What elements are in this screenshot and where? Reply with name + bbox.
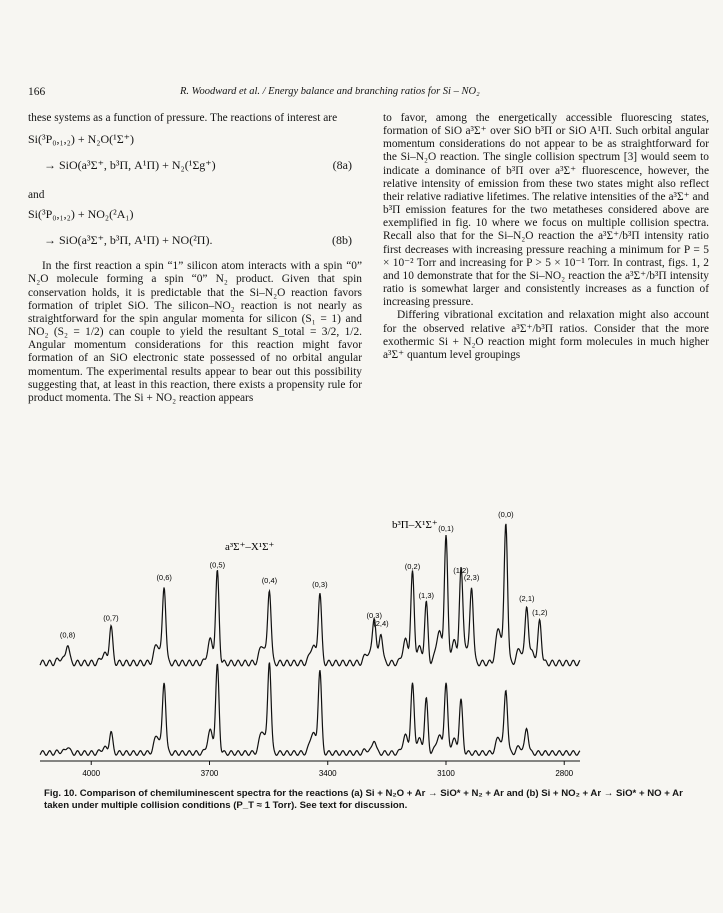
peak-label: (1,2) <box>453 566 469 575</box>
left-column <box>28 112 362 405</box>
band-label-a: a³Σ⁺–X¹Σ⁺ <box>225 541 275 553</box>
left-paragraph-2: In the first reaction a spin “1” silicon atom interacts with a spin “0” N₂O molecule forming a spin “0” N₂ product. Given that spin conservation holds, it is predictable that the Si–N₂O reaction favors formation of triplet SiO. The silicon–NO₂ reaction is not nearly as straightforward for the spin angular momenta for silicon (S₁ = 1) and NO₂ (S₂ = 1/2) can couple to yield the resultant S_total = 3/2, 1/2. Angular momentum considerations for this reaction might favor formation of an SiO electronic state possessed of no orbital angular momentum. The experimental results appear to bear out this possibility suggesting that, at least in this reaction, there exists a propensity rule for product momenta. The Si + NO₂ reaction appears <box>28 260 362 404</box>
right-paragraph-2: Differing vibrational excitation and relaxation might also account for the observed relative a³Σ⁺/b³Π ratios. Consider that the more exothermic Si + N₂O reaction might form molecules in much higher a³Σ⁺ quantum level groupings <box>383 309 709 361</box>
peak-label: (0,5) <box>209 560 226 570</box>
equation-8b-lhs: Si(³P₀,₁,₂) + NO₂(²A₁) <box>28 207 134 222</box>
peak-label: (0,7) <box>103 613 119 623</box>
peak-label: (0,1) <box>438 524 454 533</box>
equation-8b-products <box>28 234 362 260</box>
band-label-b: b³Π–X¹Σ⁺ <box>392 519 438 531</box>
x-tick-label: 4000 <box>82 769 101 778</box>
and-text: and <box>28 189 45 202</box>
peak-label: (0,4) <box>261 575 278 585</box>
x-ticks <box>82 761 573 778</box>
equation-8a-reactants <box>28 133 362 159</box>
peak-labels <box>60 510 548 639</box>
x-tick-label: 2800 <box>555 769 574 778</box>
equation-8a-lhs: Si(³P₀,₁,₂) + N₂O(¹Σ⁺) <box>28 132 135 147</box>
peak-label: (2,3) <box>463 573 480 582</box>
equation-8b-rhs: → SiO(a³Σ⁺, b³Π, A¹Π) + NO(²Π). <box>44 233 213 248</box>
traces <box>40 524 580 755</box>
right-column <box>383 112 709 362</box>
equation-8a-rhs: → SiO(a³Σ⁺, b³Π, A¹Π) + N₂(¹Σg⁺) <box>44 158 216 173</box>
page-number: 166 <box>28 86 46 98</box>
peak-label: (0,3) <box>366 610 382 620</box>
left-paragraph-1: these systems as a function of pressure. The reactions of interest are <box>28 112 338 124</box>
spectra-chart <box>20 498 710 788</box>
running-head: R. Woodward et al. / Energy balance and branching ratios for Si – NO₂ <box>180 86 480 97</box>
figure-caption: Fig. 10. Comparison of chemiluminescent spectra for the reactions (a) Si + N₂O + Ar → SiO* + N₂ + Ar and (b) Si + NO₂ + Ar → SiO* + NO + Ar taken under multiple collision conditions (P_T ≈ 1 Torr). See text for discussion. <box>44 788 683 811</box>
equation-8b-reactants <box>28 208 362 234</box>
x-tick-label: 3700 <box>200 769 219 778</box>
peak-label: (0,0) <box>498 510 514 519</box>
spectrum-trace-a <box>40 524 580 666</box>
peak-label: (2,1) <box>519 594 535 603</box>
peak-label: (0,6) <box>156 573 172 582</box>
x-tick-label: 3100 <box>437 769 455 778</box>
right-paragraph-1: to favor, among the energetically accessible fluorescing states, formation of SiO a³Σ⁺ over SiO b³Π or SiO A¹Π. Such orbital angular momentum considerations do not appear to be as straightforward for the Si–N₂O reaction. The single collision spectrum [3] would seem to indicate a dominance of b³Π over a³Σ⁺ fluorescence, however, the relative intensity of emission from these two states might also reflect their relative radiative lifetimes. The relative intensities of the a³Σ⁺ and b³Π emission features for the two metatheses considered above are exemplified in fig. 10 where we focus on multiple collision spectra. Recall also that for the Si–N₂O reaction the a³Σ⁺/b³Π intensity ratio first decreases with increasing pressure reaching a minimum for P = 5 × 10⁻² Torr and increasing for P > 5 × 10⁻¹ Torr. In contrast, figs. 1, 2 and 10 demonstrate that for the Si–NO₂ reaction the a³Σ⁺/b³Π intensity ratio is somewhat larger and consistently increases as a function of increasing pressure. <box>383 112 709 309</box>
peak-label: (0,8) <box>59 630 76 640</box>
peak-label: (2,4) <box>373 619 389 629</box>
peak-label: (1,2) <box>532 608 548 617</box>
equation-8b-number: (8b) <box>332 233 352 248</box>
spectra-figure <box>20 498 710 788</box>
spectrum-trace-b <box>40 663 580 756</box>
x-tick-label: 3400 <box>318 769 337 778</box>
equation-8a-products <box>28 159 362 185</box>
peak-label: (1,3) <box>418 591 434 601</box>
equation-8a-number: (8a) <box>332 158 352 173</box>
peak-label: (0,2) <box>404 561 421 571</box>
peak-label: (0,3) <box>312 580 328 589</box>
